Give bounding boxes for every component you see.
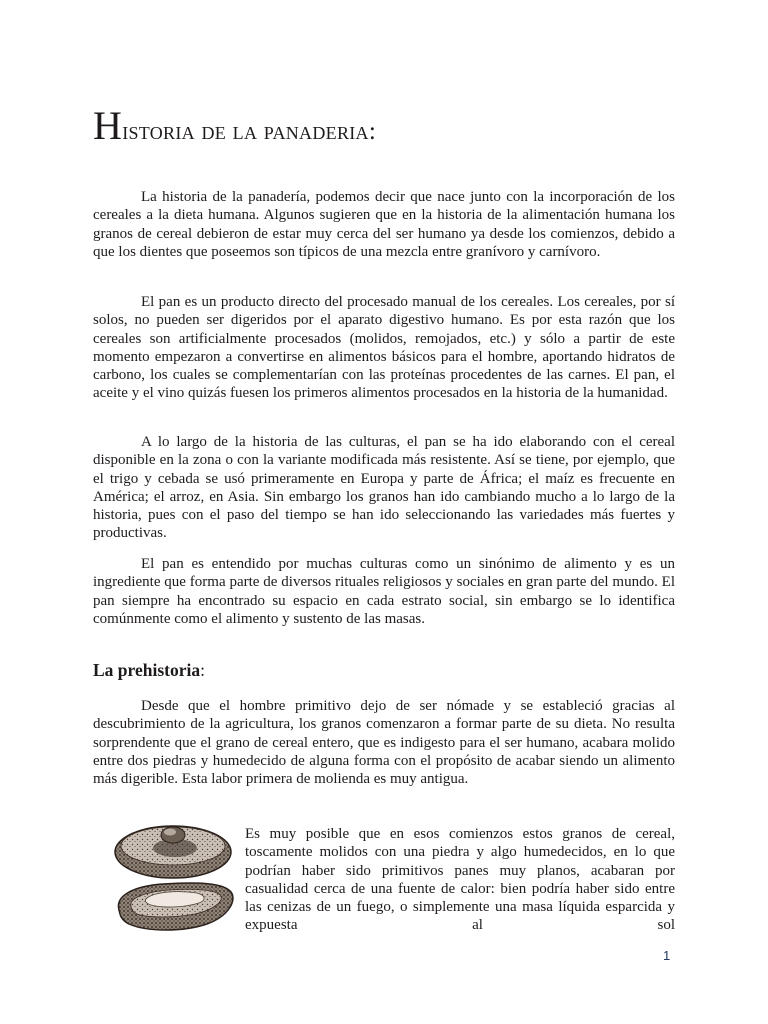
page-title [93,103,377,148]
document-page [93,0,675,1024]
section-title-prehistoria [93,660,205,681]
grinding-stones-illustration [111,818,239,936]
title-colon: : [368,118,377,145]
section-title-colon: : [200,660,205,680]
grinding-slab-icon [118,883,232,930]
paragraph-4: El pan es entendido por muchas culturas como un sinónimo de alimento y es un ingrediente que forma parte de diversos rituales religiosos y sociales en gran parte del mundo. El pan siempre ha encontrado su espacio en cada estrato social, sin embargo se lo identifica comúnmente como el alimento y sustento de las masas. [93,556,675,627]
page-number: 1 [663,948,671,963]
side-paragraph: Es muy posible que en esos comienzos estos granos de cereal, toscamente molidos con una piedra y algo humedecidos, en lo que podrían haber sido primitivos panes muy planos, acabaran por casualidad cerca de una fuente de calor: bien podría haber sido entre las cenizas de un fuego, o simplemente una masa líquida esparcida y expuesta al sol [245,826,675,934]
title-initial: H [93,103,123,148]
paragraph-3: A lo largo de la historia de las culturas, el pan se ha ido elaborando con el cereal disponible en la zona o con la variante modificada más resistente. Así se tiene, por ejemplo, que el trigo y cebada se usó primeramente en Europa y parte de África; el maíz es frecuente en América; el arroz, en Asia. Sin embargo los granos han ido cambiando mucho a lo largo de la historia, pues con el paso del tiempo se han ido seleccionando las variedades más fuertes y productivas. [93,434,675,542]
paragraph-1: La historia de la panadería, podemos decir que nace junto con la incorporación de los cereales a la dieta humana. Algunos sugieren que en la historia de la alimentación humana los granos de cereal debieron de estar muy cerca del ser humano ya desde los comienzos, debido a que los dientes que poseemos son típicos de una mezcla entre granívoro y carnívoro. [93,189,675,260]
section-paragraph: Desde que el hombre primitivo dejo de ser nómade y se estableció gracias al descubrimiento de la agricultura, los granos comenzaron a formar parte de su dieta. No resulta sorprendente que el grano de cereal entero, que es indigesto para el ser humano, acabara molido entre dos piedras y humedecido de alguna forma con el propósito de acabar siendo un alimento más digerible. Esta labor primera de molienda es muy antigua. [93,698,675,788]
title-rest: istoria de la panaderia [122,118,369,145]
quern-stone-icon [115,826,231,878]
section-title-text: La prehistoria [93,660,201,680]
paragraph-2: El pan es un producto directo del procesado manual de los cereales. Los cereales, por sí solos, no pueden ser digeridos por el aparato digestivo humano. Es por esta razón que los cereales son artificialmente procesados (molidos, remojados, etc.) y sólo a partir de este momento empezaron a convertirse en alimentos básicos para el hombre, aportando hidratos de carbono, los cuales se complementarían con las proteínas procedentes de las carnes. El pan, el aceite y el vino quizás fuesen los primeros alimentos procesados en la historia de la humanidad. [93,294,675,402]
